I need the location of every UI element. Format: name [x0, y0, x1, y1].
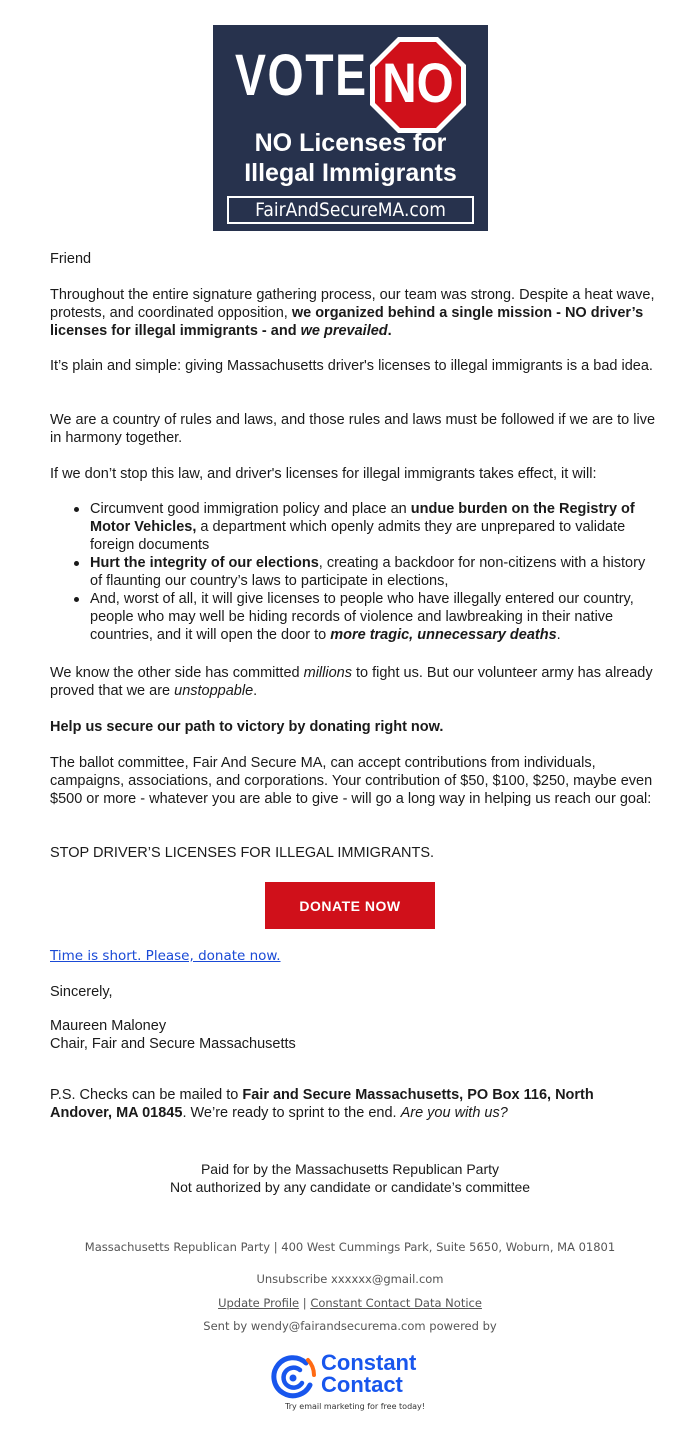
sent-by: Sent by wendy@fairandsecurema.com powered by [203, 1319, 497, 1333]
constant-contact-tagline: Try email marketing for free today! [285, 1402, 425, 1411]
donate-now-button[interactable]: DONATE NOW [265, 882, 435, 929]
greeting: Friend [50, 251, 92, 267]
paragraph-6: Help us secure our path to victory by donating right now. [50, 719, 444, 735]
signer-name: Maureen Maloney [50, 1018, 167, 1034]
postscript: P.S. Checks can be mailed to Fair and Secure Massachusetts, PO Box 116, North Andover, MA 01845. We’re ready to sprint to the end. Are you with us? [50, 1087, 594, 1121]
footer-links [0, 1296, 700, 1310]
paid-for-line: Paid for by the Massachusetts Republican Party [200, 1161, 500, 1177]
constant-contact-wordmark: Constant Contact [321, 1350, 417, 1397]
banner-vote-text: VOTE [235, 43, 368, 108]
paragraph-7: The ballot committee, Fair And Secure MA, can accept contributions from individuals, campaigns, associations, and corporations. Your contribution of $50, $100, $250, maybe even $500 or more - whatever you are able to give - will go a long way in helping us reach our goal: [50, 755, 653, 807]
list-item: Circumvent good immigration policy and place an undue burden on the Registry of Motor Vehicles, a department which openly admits they are unprepared to validate foreign documents [90, 500, 655, 554]
bullet-list [90, 500, 655, 644]
vote-no-banner [213, 25, 488, 231]
banner-no-text: NO [382, 51, 454, 114]
unsubscribe-link[interactable]: Unsubscribe xxxxxx@gmail.com [256, 1272, 444, 1286]
paragraph-2: It’s plain and simple: giving Massachusetts driver's licenses to illegal immigrants is a bad idea. [50, 358, 653, 374]
paragraph-5: We know the other side has committed millions to fight us. But our volunteer army has already proved that we are unstoppable. [50, 665, 653, 699]
donate-link[interactable]: Time is short. Please, donate now. [50, 948, 281, 964]
data-notice-link[interactable]: Constant Contact Data Notice [310, 1296, 482, 1310]
footer-address: Massachusetts Republican Party | 400 West Cummings Park, Suite 5650, Woburn, MA 01801 [84, 1240, 616, 1254]
banner-site: FairAndSecureMA.com [255, 199, 446, 221]
constant-contact-logo[interactable] [270, 1352, 440, 1418]
sign-off: Sincerely, [50, 984, 113, 1000]
paragraph-4: If we don’t stop this law, and driver's licenses for illegal immigrants takes effect, it will: [50, 466, 597, 482]
footer-separator: | [302, 1296, 307, 1310]
paragraph-8: STOP DRIVER’S LICENSES FOR ILLEGAL IMMIGRANTS. [50, 845, 435, 861]
paragraph-3: We are a country of rules and laws, and those rules and laws must be followed if we are to live in harmony together. [50, 412, 656, 446]
banner-line-2: Illegal Immigrants [244, 159, 457, 187]
not-authorized-line: Not authorized by any candidate or candidate’s committee [169, 1179, 531, 1195]
constant-contact-icon [270, 1355, 316, 1401]
paragraph-1: Throughout the entire signature gathering process, our team was strong. Despite a heat wave, protests, and coordinated opposition, we organized behind a single mission - NO driver’s licenses for illegal immigrants - and we prevailed. [50, 287, 655, 339]
signer-title: Chair, Fair and Secure Massachusetts [50, 1036, 296, 1052]
update-profile-link[interactable]: Update Profile [218, 1296, 300, 1310]
list-item: Hurt the integrity of our elections, creating a backdoor for non-citizens with a history of flaunting our country’s laws to participate in elections, [90, 554, 655, 590]
banner-line-1: NO Licenses for [254, 129, 447, 157]
banner-site-box [227, 196, 474, 224]
list-item: And, worst of all, it will give licenses to people who have illegally entered our country, people who may well be hiding records of violence and lawbreaking in their native countries, and it will open the door to more tragic, unnecessary deaths. [90, 590, 655, 644]
